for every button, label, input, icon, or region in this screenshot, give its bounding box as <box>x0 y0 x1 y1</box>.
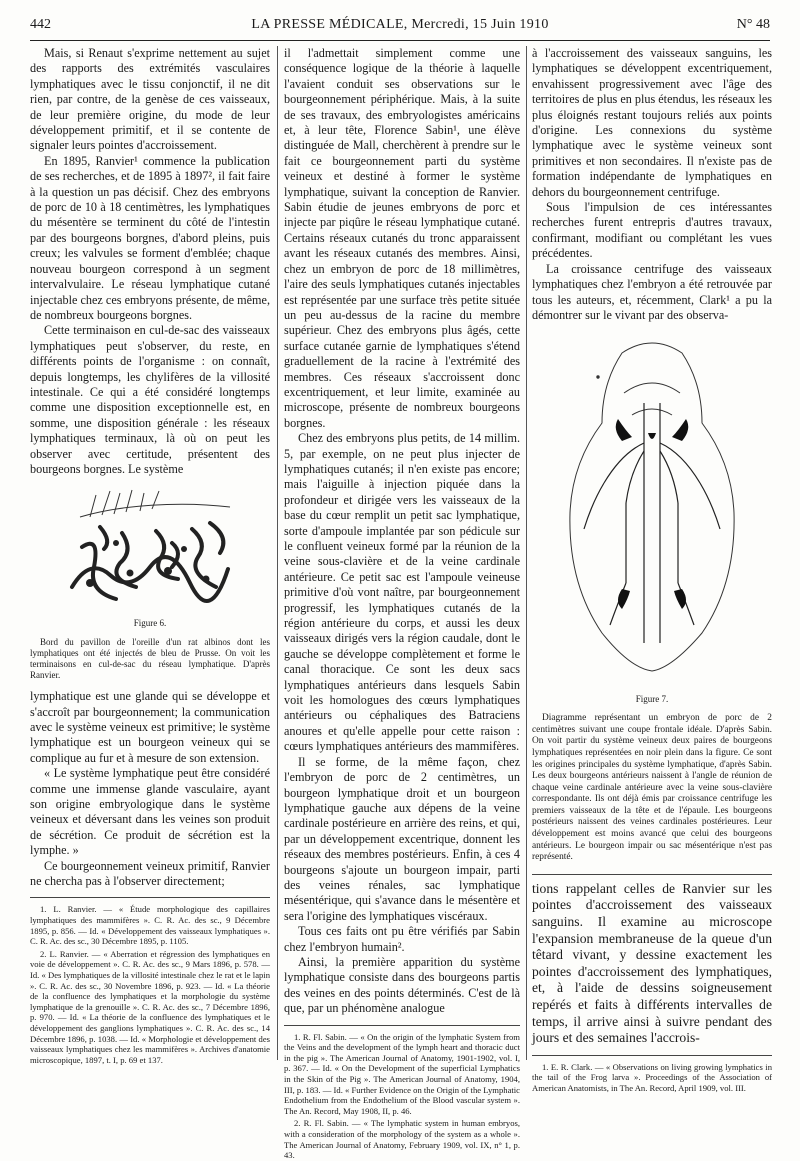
page-number: 442 <box>30 17 51 32</box>
column-1 <box>30 46 270 1065</box>
paragraph: « Le système lymphatique peut être considéré comme une immense glande vasculaire, ayant son origine embryologique dans le système veineux et déversant dans les veines son produit de sécrétion. Ce produit de sécrétion est la lymphe. » <box>30 766 270 858</box>
paragraph: tions rappelant celles de Ranvier sur les pointes d'accroissement des vaisseaux sanguins. Il examine au microscope l'expansion membraneuse de la queue d'un têtard vivant, y dessine exactement les pointes d'accroissement des lymphatiques, et, à l'aide de dessins soigneusement repérés et faits à différents intervalles de temps, il arrive ainsi à suivre pendant des jours et des semaines l'accrois- <box>532 880 772 1046</box>
paragraph: Mais, si Renaut s'exprime nettement au sujet des rapports des extrémités vasculaires lymphatiques avec le tissu conjonctif, il ne dit rien, par contre, de la genèse de ces vaisseaux, de leur première origine, du mode de leur développement primitif, et il se contente de signaler leurs pointes d'accroissement. <box>30 46 270 153</box>
figure-6-illustration <box>60 487 240 607</box>
column-2 <box>284 46 520 1161</box>
figure-rule <box>532 874 772 875</box>
footnote-rule <box>532 1055 772 1056</box>
footnote: 1. E. R. Clark. — « Observations on living growing lymphatics in the tail of the Frog larva ». Proceedings of the Association of American Anatomists, in The An. Record, April 1909, vol. III. <box>532 1061 772 1093</box>
figure-7 <box>532 333 772 707</box>
figure-7-title: Figure 7. <box>635 693 669 704</box>
footnote-rule <box>30 897 270 898</box>
footnote: 1. R. Fl. Sabin. — « On the origin of the lymphatic System from the Veins and the development of the lymph heart and thoracic duct in the pig ». The American Journal of Anatomy, 1901-1902, vol. I, p. 367. — Id. « On the Development of the superficial Lymphatics in the Skin of the Pig ». The American Journal of Anatomy, 1904, III, p. 183. — Id. « Further Evidence on the Origin of the Lymphatic Endothelium from the Endothelium of the Blood vascular system ». The An. Record, May 1908, II, p. 46. <box>284 1031 520 1116</box>
figure-7-caption: Diagramme représentant un embryon de porc de 2 centimètres suivant une coupe frontale idéale. D'après Sabin. On voit partir du système veineux deux paires de bourgeons lymphatiques représentées en noir plein dans la figure. Ce sont les origines principales du système lymphatique, d'après Sabin. Les deux bourgeons antérieurs naissent à l'angle de réunion de chaque veine cardinale antérieure avec la veine sous-clavière correspondante. Ils ont déjà émis par croissance centrifuge les premiers vaisseaux de la tête et de l'épaule. Les bourgeons postérieurs naissent des veines cardinales postérieures. Leur développement est moins avancé que celui des bourgeons antérieurs. Le bourgeon impair ou sac mésentérique n'est pas représenté. <box>532 713 772 863</box>
column-3 <box>532 46 772 1093</box>
paragraph: Ainsi, la première apparition du système lymphatique consiste dans des bourgeons partis des veines en des points déterminés. C'est de là que, par un phénomène analogue <box>284 954 520 1016</box>
paragraph: Sous l'impulsion de ces intéressantes recherches furent entrepris d'autres travaux, confirmant, modifiant ou complétant les vues précédentes. <box>532 200 772 261</box>
figure-6-caption: Bord du pavillon de l'oreille d'un rat albinos dont les lymphatiques ont été injectés de bleu de Prusse. On voit les terminaisons en cul-de-sac du réseau lymphatique. D'après Ranvier. <box>30 637 270 681</box>
paragraph: à l'accroissement des vaisseaux sanguins, les lymphatiques se développent excentriquement, envahissent progressivement avec l'âge des territoires de plus en plus étendus, les réseaux les plus éloignés restant toujours reliés aux points d'origine. Les connexions du système lymphatique avec le système veineux sont primitives et non secondaires. Il n'existe pas de formation indépendante de lymphatiques en dehors du bourgeonnement centrifuge. <box>532 46 772 199</box>
paragraph: Cette terminaison en cul-de-sac des vaisseaux lymphatiques peut s'observer, du reste, en différents points de l'organisme : on connaît, depuis longtemps, les chylifères de la villosité intestinale. Ce qui a été considéré longtemps comme une disposition exceptionnelle est, en somme, une disposition générale : les réseaux lymphatiques terminaux, là où on peut les observer avec certitude, présentent des bourgeons borgnes. Le système <box>30 323 270 476</box>
paragraph: Il se forme, de la même façon, chez l'embryon de porc de 2 centimètres, un bourgeon lymphatique droit et un bourgeon lymphatique gauche aux dépens de la veine cardinale postérieure en arrière des reins, et qui, par un développement excentrique, donnent les réseaux des membres postérieurs. Enfin, à ces 4 bourgeons s'ajoute un bourgeon impair, parti des veines rénales, sac lymphatique mésentérique, qui s'avance dans le mésentère et sera l'origine des lymphatiques viscéraux. <box>284 754 520 923</box>
footnotes <box>532 1062 772 1094</box>
paragraph: Chez des embryons plus petits, de 14 millim. 5, par exemple, on ne peut plus injecter de lymphatiques cutanés; il n'en existe pas encore; mais l'aiguille à injection piquée dans la profondeur et dirigée vers les vaisseaux de la base du cœur remplit un petit sac lymphatique, sorte d'ampoule implantée par son pédicule sur le confluent veineux formé par la réunion de la veine sous-clavière et de la veine cardinale antérieure. Ce petit sac est l'ampoule veineuse primitive d'où vont naître, par bourgeonnement progressif, les lymphatiques cutanés de la région antérieure du corps, et aussi les deux vaisseaux dirigés vers la région caudale, dont le gauche se développe complètement et forme le canal thoracique. Ce sont les deux sacs lymphatiques antérieurs dans lesquels Sabin voit les homologues des cœurs lymphatiques antérieurs ou céphaliques des Batraciens anoures et qu'elle appelle pour cette raison : cœurs lymphatiques antérieurs des mammifères. <box>284 431 520 754</box>
figure-6-title: Figure 6. <box>133 617 167 628</box>
journal-title: LA PRESSE MÉDICALE, Mercredi, 15 Juin 1910 <box>251 17 549 32</box>
paragraph: En 1895, Ranvier¹ commence la publication de ses recherches, et de 1895 à 1897², il fait faire à la question un pas décisif. Chez des embryons de porc de 10 à 18 centimètres, les lymphatiques du mésentère se terminent du côté de l'intestin par des bourgeons borgnes, d'abord pleins, puis creux; les valvules se forment d'emblée; chaque nouveau bourgeon correspond à un segment intervalvulaire. Le réseau lymphatique cutané injectable chez ces embryons présente, de même, de nombreux bourgeons borgnes. <box>30 153 270 322</box>
footnotes <box>30 904 270 1065</box>
paragraph: il l'admettait simplement comme une conséquence logique de la théorie à laquelle l'avaient conduit ses observations sur le bourgeonnement périphérique. Mais, à la suite de ses travaux, des embryologistes américains et, à leur tête, Florence Sabin¹, une élève distinguée de Mall, cherchèrent à prendre sur le fait ce bourgeonnement parti du système veineux et destiné à former le système lymphatique, suivant la conception de Ranvier. Sabin étudie de jeunes embryons de porc et injecte par piqûre le réseau lymphatique cutané. Certains réseaux cutanés du tronc apparaissent avant les réseaux cutanés des membres. Ainsi, chez un embryon de porc de 18 millimètres, l'aire des seuls lymphatiques cutanés injectables est représentée par une surface très petite située un peu au-dessus de la racine du membre supérieur. Chez des embryons plus âgés, cette surface cutanée garnie de lymphatiques s'étend graduellement de la racine à l'extrémité des membres. Ces réseaux s'accroissent donc excentriquement, et leur limite, examinée au microscope, présente de nombreux bourgeons borgnes. <box>284 46 520 430</box>
footnote: 2. R. Fl. Sabin. — « The lymphatic system in human embryos, with a consideration of the morphology of the system as a whole ». The American Journal of Anatomy, February 1909, vol. IX, n° 1, p. 43. <box>284 1118 520 1161</box>
footnote: 1. L. Ranvier. — « Étude morphologique des capillaires lymphatiques des mammifères ». C. R. Ac. des sc., 9 Décembre 1895, p. 856. — Id. « Développement des vaisseaux lymphatiques ». C. R. Ac. des sc., 30 Décembre 1895, p. 1105. <box>30 904 270 947</box>
figure-7-illustration <box>552 333 752 683</box>
paragraph: Tous ces faits ont pu être vérifiés par Sabin chez l'embryon humain². <box>284 924 520 954</box>
footnotes <box>284 1032 520 1161</box>
footnote-rule <box>284 1025 520 1026</box>
figure-6 <box>30 487 270 631</box>
footnote: 2. L. Ranvier. — « Aberration et régression des lymphatiques en voie de développement ». C. R. Ac. des sc., 9 Mars 1896, p. 578. — Id. « Des lymphatiques de la villosité intestinale chez le rat et le lapin ». C. R. Ac. des sc., 30 Novembre 1896, p. 923. — Id. « La théorie de la confluence des lymphatiques et la morphologie du système lymphatique de la grenouille ». C. R. Ac. des sc., 7 Décembre 1896, p. 970. — Id. « La théorie de la confluence des lymphatiques et le développement des ganglions lymphatiques ». C. R. Ac. des sc., 14 Décembre 1896, p. 1038. — Id. « Morphologie et développement des vaisseaux lymphatiques chez les mammifères ». Archives d'anatomie microscopique, 1897, t. I, p. 69 et 137. <box>30 948 270 1065</box>
paragraph: lymphatique est une glande qui se développe et s'accroît par bourgeonnement; la communication avec le système veineux est primitive; le système lymphatique est un bourgeon veineux qui se complique au fur et à mesure de son extension. <box>30 689 270 765</box>
paragraph: Ce bourgeonnement veineux primitif, Ranvier ne chercha pas à l'observer directement; <box>30 858 270 889</box>
column-separator <box>526 46 527 1060</box>
issue-number: N° 48 <box>736 17 770 32</box>
header-rule <box>30 40 770 41</box>
running-header <box>30 14 770 36</box>
column-separator <box>277 46 278 1060</box>
paragraph: La croissance centrifuge des vaisseaux lymphatiques chez l'embryon a été retrouvée par tous les auteurs, et, récemment, Clark¹ a pu la démontrer sur le vivant par des observa- <box>532 261 772 322</box>
